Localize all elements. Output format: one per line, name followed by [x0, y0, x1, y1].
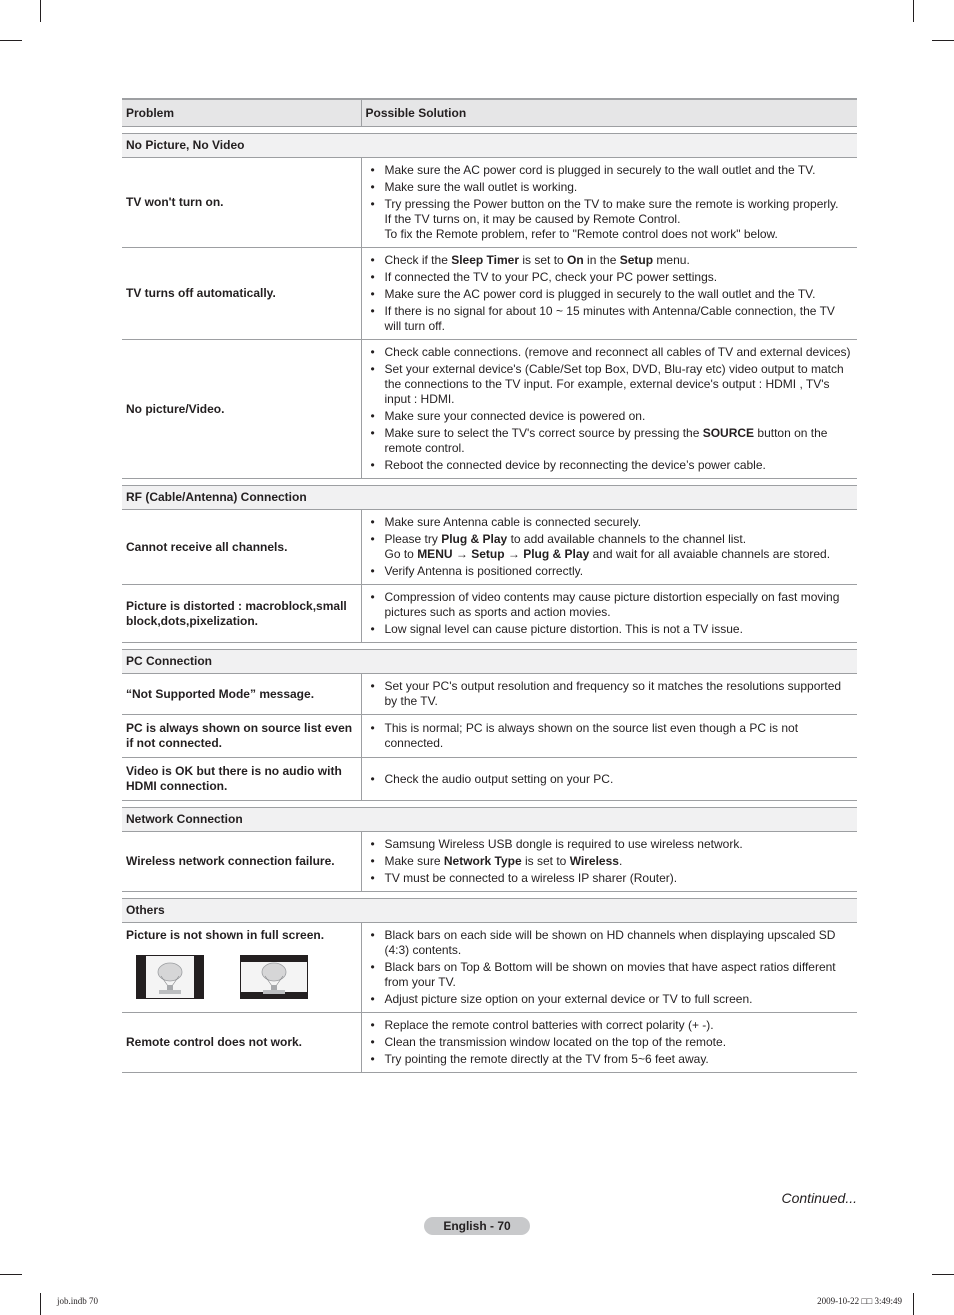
problem-column-header: Problem: [122, 99, 361, 127]
solution-item: [370, 304, 852, 334]
solution-list: [370, 590, 852, 637]
solution-text: Low signal level can cause picture distortion. This is not a TV issue.: [384, 622, 743, 636]
solution-item: [370, 854, 852, 869]
section-spacer: [122, 479, 857, 486]
problem-text: Picture is not shown in full screen.: [126, 928, 325, 942]
spacer-cell: [122, 892, 857, 899]
crop-mark: [932, 1274, 954, 1275]
problem-text: Remote control does not work.: [126, 1035, 303, 1049]
section-title: PC Connection: [122, 650, 857, 674]
solution-text: Please try: [384, 532, 442, 546]
solution-list: [370, 928, 852, 1007]
solution-list: [370, 679, 852, 709]
table-row: [122, 715, 857, 758]
solution-item: [370, 1052, 852, 1067]
emphasis-term: Setup: [619, 253, 654, 267]
solution-item: [370, 721, 852, 751]
solution-list: [370, 345, 852, 473]
section-title: Network Connection: [122, 808, 857, 832]
continued-label: Continued...: [781, 1190, 857, 1206]
section-header-row: [122, 808, 857, 832]
solution-text: to add available channels to the channel list.: [507, 532, 747, 546]
solution-text: Make sure the AC power cord is plugged in securely to the wall outlet and the TV.: [384, 163, 816, 177]
table-row: [122, 923, 857, 1013]
solution-text: Adjust picture size option on your external device or TV to full screen.: [384, 992, 753, 1006]
problem-text: Wireless network connection failure.: [126, 854, 335, 868]
emphasis-term: Wireless: [569, 854, 619, 868]
emphasis-term: Plug & Play: [523, 547, 590, 561]
problem-cell: [122, 674, 361, 715]
solution-text: Try pointing the remote directly at the TV from 5~6 feet away.: [384, 1052, 709, 1066]
solution-text: Black bars on each side will be shown on HD channels when displaying upscaled SD (4:3) contents.: [384, 928, 836, 957]
solution-item: [370, 772, 852, 787]
section-title: RF (Cable/Antenna) Connection: [122, 486, 857, 510]
solution-item: [370, 409, 852, 424]
solution-cell: [361, 758, 857, 801]
solution-cell: [361, 1013, 857, 1073]
problem-cell: [122, 510, 361, 585]
solution-text: button on the remote control.: [384, 426, 828, 455]
table-row: [122, 340, 857, 479]
table-row: [122, 758, 857, 801]
solution-list: [370, 721, 852, 751]
solution-item: [370, 679, 852, 709]
solution-cell: [361, 832, 857, 892]
solution-item: [370, 928, 852, 958]
problem-cell: [122, 340, 361, 479]
solution-item: [370, 287, 852, 302]
table-row: [122, 1013, 857, 1073]
solution-cell: [361, 715, 857, 758]
table-row: [122, 832, 857, 892]
problem-cell: [122, 248, 361, 340]
solution-cell: [361, 248, 857, 340]
spacer-cell: [122, 801, 857, 808]
emphasis-term: Plug & Play: [441, 532, 508, 546]
section-header-row: [122, 134, 857, 158]
crop-mark: [40, 1293, 41, 1315]
solution-list: [370, 253, 852, 334]
section-header-row: [122, 486, 857, 510]
problem-cell: [122, 158, 361, 248]
solution-text: Check the audio output setting on your PC.: [384, 771, 614, 786]
solution-item: [370, 270, 852, 285]
solution-cell: [361, 674, 857, 715]
problem-cell: [122, 585, 361, 643]
solution-item: [370, 1018, 852, 1033]
solution-text: Set your external device's (Cable/Set top Box, DVD, Blu-ray etc) video output to match the connections to the TV input. For example, external device's output : HDMI , TV's input : HDMI.: [384, 362, 844, 406]
problem-cell: [122, 832, 361, 892]
solution-text: This is normal; PC is always shown on the source list even though a PC is not connected.: [384, 721, 799, 750]
solution-item: [370, 197, 852, 242]
solution-text: Samsung Wireless USB dongle is required to use wireless network.: [384, 837, 743, 851]
solution-item: [370, 515, 852, 530]
crop-mark: [40, 0, 41, 22]
solution-item: [370, 426, 852, 456]
solution-text: Make sure the wall outlet is working.: [384, 180, 578, 194]
table-row: [122, 585, 857, 643]
solution-text: →: [452, 547, 472, 561]
print-slug-timestamp: 2009-10-22 □□ 3:49:49: [817, 1296, 902, 1306]
solution-text: Try pressing the Power button on the TV to make sure the remote is working properly.: [384, 197, 839, 211]
solution-text: Clean the transmission window located on the top of the remote.: [384, 1035, 727, 1049]
solution-text: If the TV turns on, it may be caused by Remote Control.: [384, 212, 681, 226]
solution-text: menu.: [653, 253, 690, 267]
emphasis-term: MENU: [417, 547, 453, 561]
emphasis-term: Network Type: [443, 854, 522, 868]
problem-cell: [122, 715, 361, 758]
crop-mark: [0, 40, 22, 41]
problem-cell: [122, 758, 361, 801]
solution-text: Reboot the connected device by reconnecting the device’s power cable.: [384, 458, 766, 472]
aspect-ratio-illustrations: [126, 955, 357, 1003]
section-title: No Picture, No Video: [122, 134, 857, 158]
solution-text: To fix the Remote problem, refer to "Remote control does not work" below.: [384, 227, 778, 241]
solution-text: Make sure your connected device is powered on.: [384, 409, 646, 423]
solution-list: [370, 772, 852, 787]
solution-cell: [361, 158, 857, 248]
solution-item: [370, 1035, 852, 1050]
table-row: [122, 158, 857, 248]
solution-item: [370, 163, 852, 178]
solution-item: [370, 590, 852, 620]
solution-item: [370, 622, 852, 637]
section-spacer: [122, 127, 857, 134]
problem-text: Picture is distorted : macroblock,small block,dots,pixelization.: [126, 598, 347, 628]
problem-text: Video is OK but there is no audio with HDMI connection.: [126, 764, 342, 793]
problem-cell: [122, 1013, 361, 1073]
solution-cell: [361, 585, 857, 643]
problem-text: PC is always shown on source list even if not connected.: [126, 721, 353, 750]
solution-cell: [361, 340, 857, 479]
crop-mark: [932, 40, 954, 41]
pillarbox-screen-icon: [136, 955, 204, 999]
solution-text: TV must be connected to a wireless IP sharer (Router).: [384, 871, 678, 885]
section-title: Others: [122, 899, 857, 923]
print-slug-file: job.indb 70: [57, 1296, 99, 1306]
problem-text: “Not Supported Mode” message.: [126, 686, 315, 701]
solution-list: [370, 163, 852, 242]
page-number-badge: English - 70: [424, 1217, 530, 1235]
solution-column-header: Possible Solution: [361, 99, 857, 127]
emphasis-term: Setup: [471, 547, 505, 561]
crop-mark: [913, 0, 914, 22]
solution-text: Replace the remote control batteries with correct polarity (+ -).: [384, 1018, 714, 1032]
solution-cell: [361, 510, 857, 585]
solution-list: [370, 1018, 852, 1067]
solution-text: Set your PC's output resolution and frequency so it matches the resolutions supported by the TV.: [384, 679, 842, 708]
problem-text: Cannot receive all channels.: [126, 539, 288, 554]
table-row: [122, 510, 857, 585]
crop-mark: [913, 1293, 914, 1315]
solution-item: [370, 532, 852, 562]
spacer-cell: [122, 643, 857, 650]
solution-text: .: [618, 854, 623, 868]
emphasis-term: SOURCE: [702, 426, 755, 440]
section-spacer: [122, 643, 857, 650]
troubleshooting-table: [122, 98, 857, 1073]
crop-mark: [0, 1274, 22, 1275]
solution-item: [370, 362, 852, 407]
solution-text: and wait for all avaiable channels are stored.: [589, 547, 831, 561]
solution-item: [370, 960, 852, 990]
solution-item: [370, 837, 852, 852]
solution-text: Check cable connections. (remove and reconnect all cables of TV and external devices): [384, 345, 851, 359]
solution-list: [370, 837, 852, 886]
emphasis-term: Sleep Timer: [451, 253, 520, 267]
problem-text: No picture/Video.: [126, 401, 225, 416]
problem-text: TV won't turn on.: [126, 195, 224, 209]
table-row: [122, 248, 857, 340]
emphasis-term: On: [567, 253, 584, 267]
solution-item: [370, 992, 852, 1007]
section-header-row: [122, 650, 857, 674]
letterbox-screen-icon: [240, 955, 308, 999]
solution-item: [370, 253, 852, 268]
solution-text: in the: [583, 253, 620, 267]
solution-text: Verify Antenna is positioned correctly.: [384, 564, 584, 578]
solution-cell: [361, 923, 857, 1013]
solution-text: Make sure to select the TV's correct source by pressing the: [384, 426, 703, 440]
solution-text: →: [504, 547, 524, 561]
solution-text: Black bars on Top & Bottom will be shown on movies that have aspect ratios different from your TV.: [384, 960, 836, 989]
solution-text: Make sure the AC power cord is plugged in securely to the wall outlet and the TV.: [384, 287, 816, 301]
solution-item: [370, 564, 852, 579]
table-row: [122, 674, 857, 715]
solution-text: Go to: [384, 547, 418, 561]
solution-text: If connected the TV to your PC, check your PC power settings.: [384, 270, 718, 284]
solution-text: Check if the: [384, 253, 452, 267]
solution-text: is set to: [521, 854, 570, 868]
spacer-cell: [122, 479, 857, 486]
spacer-cell: [122, 127, 857, 134]
problem-cell: [122, 923, 361, 1013]
problem-text: TV turns off automatically.: [126, 286, 276, 300]
solution-text: is set to: [519, 253, 568, 267]
solution-text: Make sure Antenna cable is connected securely.: [384, 515, 642, 529]
solution-item: [370, 871, 852, 886]
solution-item: [370, 345, 852, 360]
section-spacer: [122, 892, 857, 899]
solution-text: Make sure: [384, 854, 444, 868]
solution-list: [370, 515, 852, 579]
section-header-row: [122, 899, 857, 923]
section-spacer: [122, 801, 857, 808]
solution-text: If there is no signal for about 10 ~ 15 minutes with Antenna/Cable connection, the TV will turn off.: [384, 304, 835, 333]
solution-item: [370, 180, 852, 195]
solution-item: [370, 458, 852, 473]
solution-text: Compression of video contents may cause picture distortion especially on fast moving pictures such as sports and action movies.: [384, 590, 840, 619]
table-header-row: [122, 99, 857, 127]
